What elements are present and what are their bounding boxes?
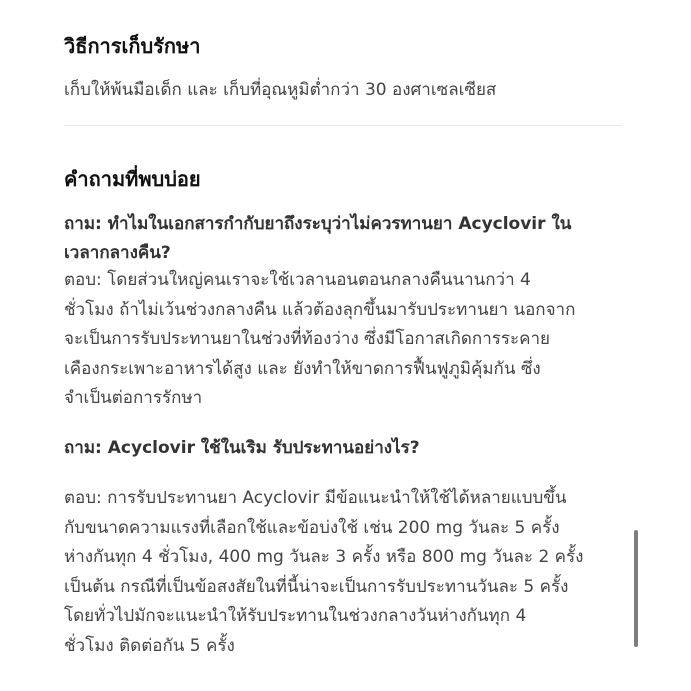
answer-line: กับขนาดความแรงที่เลือกใช้และข้อบ่งใช้ เช่น 200 mg วันละ 5 ครั้ง [64,517,560,538]
answer-line: เป็นต้น กรณีที่เป็นข้อสงสัยในที่นี้น่าจะเป็นการรับประทานวันละ 5 ครั้ง [64,576,569,597]
question-line: ถาม: Acyclovir ใช้ในเริม รับประทานอย่างไร? [64,438,420,458]
answer-line: ตอบ: โดยส่วนใหญ่คนเราจะใช้เวลานอนตอนกลางคืนนานกว่า 4 [64,270,531,290]
question-line: เวลากลางคืน? [64,243,171,263]
faq-question-2 [64,434,420,463]
storage-heading: วิธีการเก็บรักษา [64,34,201,58]
answer-line: เคืองกระเพาะอาหารได้สูง และ ยังทำให้ขาดการฟื้นฟูภูมิคุ้มกัน ซึ่ง [64,358,541,379]
faq-answer-1 [64,266,575,414]
faq-question-1 [64,210,571,268]
answer-line: ห่างกันทุก 4 ชั่วโมง, 400 mg วันละ 3 ครั้ง หรือ 800 mg วันละ 2 ครั้ง [64,547,584,567]
answer-line: โดยทั่วไปมักจะแนะนำให้รับประทานในช่วงกลางวันห่างกันทุก 4 [64,606,527,626]
answer-line: ชั่วโมง ถ้าไม่เว้นช่วงกลางคืน แล้วต้องลุกขึ้นมารับประทานยา นอกจาก [64,299,576,320]
section-divider [64,125,622,126]
answer-line: ตอบ: การรับประทานยา Acyclovir มีข้อแนะนำให้ใช้ได้หลายแบบขึ้น [64,488,567,508]
answer-line: จะเป็นการรับประทานยาในช่วงที่ท้องว่าง ซึ่งมีโอกาสเกิดการระคาย [64,329,551,349]
answer-line: ชั่วโมง ติดต่อกัน 5 ครั้ง [64,635,235,656]
answer-line: จำเป็นต่อการรักษา [64,388,203,408]
faq-heading: คำถามที่พบบ่อย [64,167,201,191]
question-line: ถาม: ทำไมในเอกสารกำกับยาถึงระบุว่าไม่ควรทานยา Acyclovir ใน [64,214,572,234]
storage-text: เก็บให้พ้นมือเด็ก และ เก็บที่อุณหูมิต่ำกว่า 30 องศาเซลเซียส [64,80,497,100]
faq-answer-2 [64,484,583,661]
vertical-scrollbar[interactable] [634,530,638,647]
